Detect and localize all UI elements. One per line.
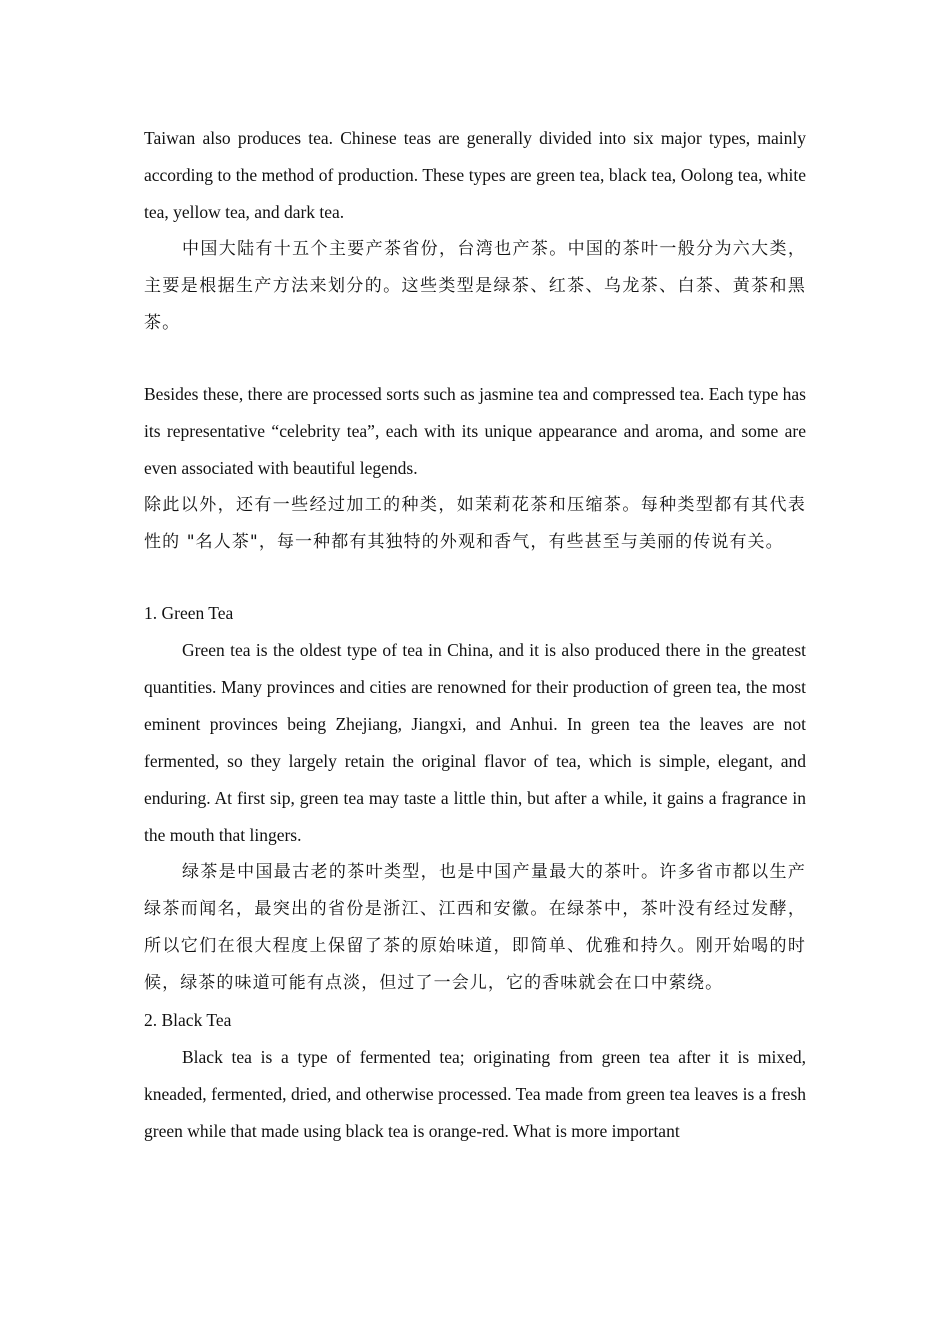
paragraph-green-en: Green tea is the oldest type of tea in China, and it is also produced there in the greatest quantities. Many provinces and cities are renowned for their production of green tea, the most eminent provinces being Zhejiang, Jiangxi, and Anhui. In green tea the leaves are not fermented, so they largely retain the original flavor of tea, which is simple, elegant, and enduring. At first sip, green tea may taste a little thin, but after a while, it gains a fragrance in the mouth that lingers. [144, 640, 806, 845]
section-heading-black-tea: 2. Black Tea [144, 1010, 232, 1030]
paragraph-gap [144, 342, 806, 376]
paragraph-besides-zh: 除此以外，还有一些经过加工的种类，如茉莉花茶和压缩茶。每种类型都有其代表性的 "名人茶"，每一种都有其独特的外观和香气，有些甚至与美丽的传说有关。 [144, 495, 806, 552]
paragraph-black-en: Black tea is a type of fermented tea; originating from green tea after it is mixed, kneaded, fermented, dried, and otherwise processed. Tea made from green tea leaves is a fresh green while that made using black tea is orange-red. What is more important [144, 1047, 806, 1141]
paragraph-green-zh: 绿茶是中国最古老的茶叶类型，也是中国产量最大的茶叶。许多省市都以生产绿茶而闻名，最突出的省份是浙江、江西和安徽。在绿茶中，茶叶没有经过发酵，所以它们在很大程度上保留了茶的原始味道，即简单、优雅和持久。刚开始喝的时候，绿茶的味道可能有点淡，但过了一会儿，它的香味就会在口中萦绕。 [144, 862, 806, 993]
paragraph-intro-en: Taiwan also produces tea. Chinese teas are generally divided into six major types, mainly according to the method of production. These types are green tea, black tea, Oolong tea, white tea, yellow tea, and dark tea. [144, 128, 806, 222]
paragraph-intro-zh: 中国大陆有十五个主要产茶省份，台湾也产茶。中国的茶叶一般分为六大类，主要是根据生产方法来划分的。这些类型是绿茶、红茶、乌龙茶、白茶、黄茶和黑茶。 [144, 239, 806, 333]
paragraph-besides-en: Besides these, there are processed sorts such as jasmine tea and compressed tea. Each type has its representative “celebrity tea”, each with its unique appearance and aroma, and some are even associated with beautiful legends. [144, 384, 806, 478]
section-heading-green-tea: 1. Green Tea [144, 603, 234, 623]
document-body [144, 120, 806, 1150]
paragraph-gap [144, 561, 806, 595]
